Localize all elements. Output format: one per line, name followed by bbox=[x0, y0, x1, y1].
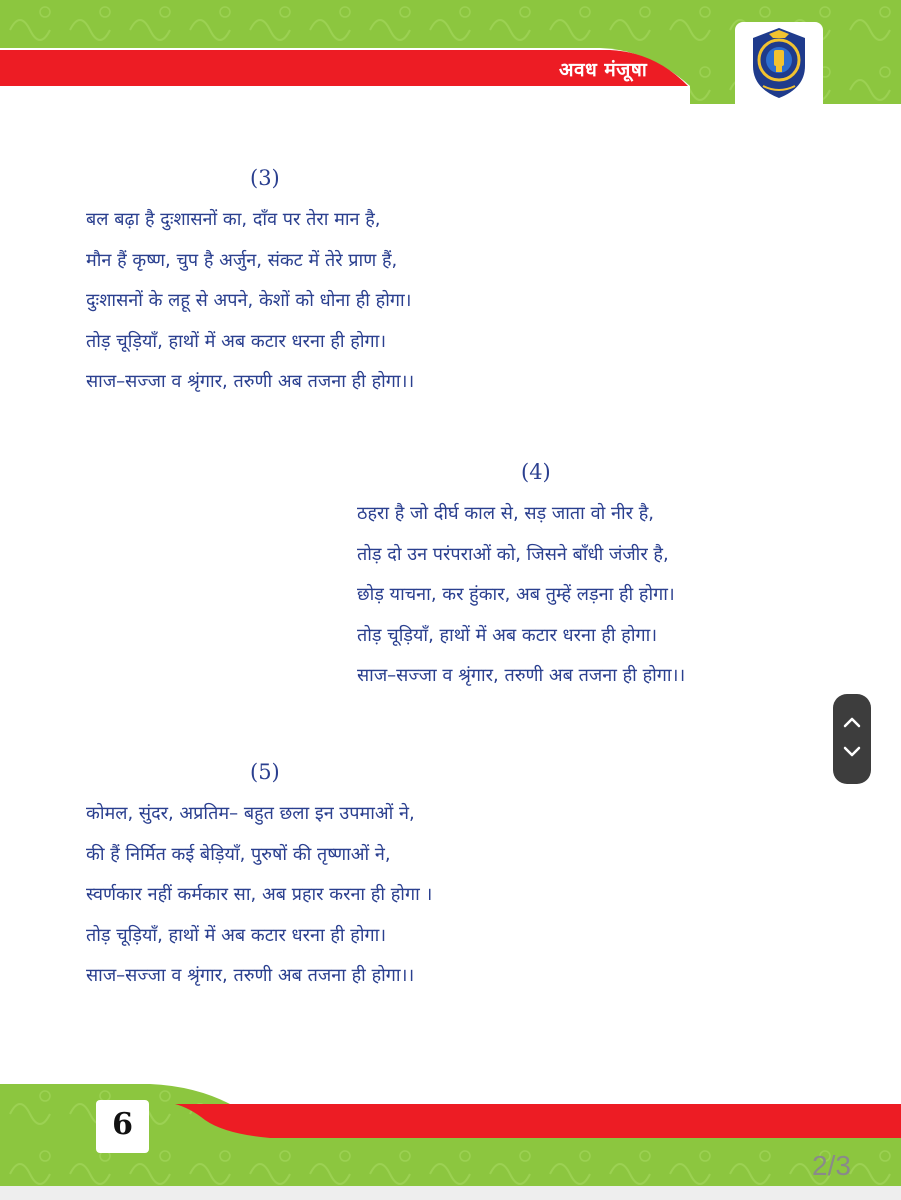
verse-line: की हैं निर्मित कई बेड़ियाँ, पुरुषों की तृष्णाओं ने, bbox=[86, 843, 391, 865]
page-indicator: 2/3 bbox=[812, 1150, 851, 1181]
verse-line: मौन हैं कृष्ण, चुप है अर्जुन, संकट में तेरे प्राण हैं, bbox=[86, 249, 398, 271]
stanza-3 bbox=[86, 166, 414, 403]
verse-line: बल बढ़ा है दुःशासनों का, दाँव पर तेरा मान है, bbox=[86, 209, 381, 230]
page-number: 6 bbox=[112, 1107, 133, 1142]
stanza-number: (5) bbox=[250, 760, 280, 784]
header-title: अवध मंजूषा bbox=[559, 59, 648, 81]
stanza-5 bbox=[86, 760, 432, 997]
stanza-number: (4) bbox=[521, 460, 551, 484]
page-scroll-control bbox=[833, 694, 871, 784]
verse-line: दुःशासनों के लहू से अपने, केशों को धोना ही होगा। bbox=[86, 290, 412, 311]
verse-line: स्वर्णकार नहीं कर्मकार सा, अब प्रहार करना ही होगा । bbox=[86, 884, 433, 905]
verse-line: साज–सज्जा व श्रृंगार, तरुणी अब तजना ही होगा।। bbox=[86, 965, 415, 986]
chevron-up-icon bbox=[843, 716, 861, 728]
chevron-down-icon bbox=[843, 746, 861, 758]
stanza-4 bbox=[357, 460, 685, 697]
verse-line: तोड़ चूड़ियाँ, हाथों में अब कटार धरना ही होगा। bbox=[86, 330, 387, 352]
verse-line: तोड़ चूड़ियाँ, हाथों में अब कटार धरना ही होगा। bbox=[357, 624, 658, 646]
page-header bbox=[0, 0, 901, 104]
verse-line: साज–सज्जा व श्रृंगार, तरुणी अब तजना ही होगा।। bbox=[357, 665, 686, 686]
stanza-number: (3) bbox=[250, 166, 280, 190]
verse-line: तोड़ चूड़ियाँ, हाथों में अब कटार धरना ही होगा। bbox=[86, 924, 387, 946]
verse-line: कोमल, सुंदर, अप्रतिम– बहुत छला इन उपमाओं ने, bbox=[86, 803, 415, 824]
verse-line: ठहरा है जो दीर्घ काल से, सड़ जाता वो नीर है, bbox=[357, 503, 654, 524]
verse-line: साज–सज्जा व श्रृंगार, तरुणी अब तजना ही होगा।। bbox=[86, 371, 415, 392]
logo bbox=[735, 22, 823, 104]
page-number-box bbox=[96, 1100, 149, 1153]
scroll-down-button[interactable] bbox=[833, 732, 871, 777]
customs-emblem-icon bbox=[747, 26, 811, 100]
verse-line: तोड़ दो उन परंपराओं को, जिसने बाँधी जंजीर है, bbox=[357, 543, 669, 565]
verse-line: छोड़ याचना, कर हुंकार, अब तुम्हें लड़ना ही होगा। bbox=[357, 584, 675, 605]
